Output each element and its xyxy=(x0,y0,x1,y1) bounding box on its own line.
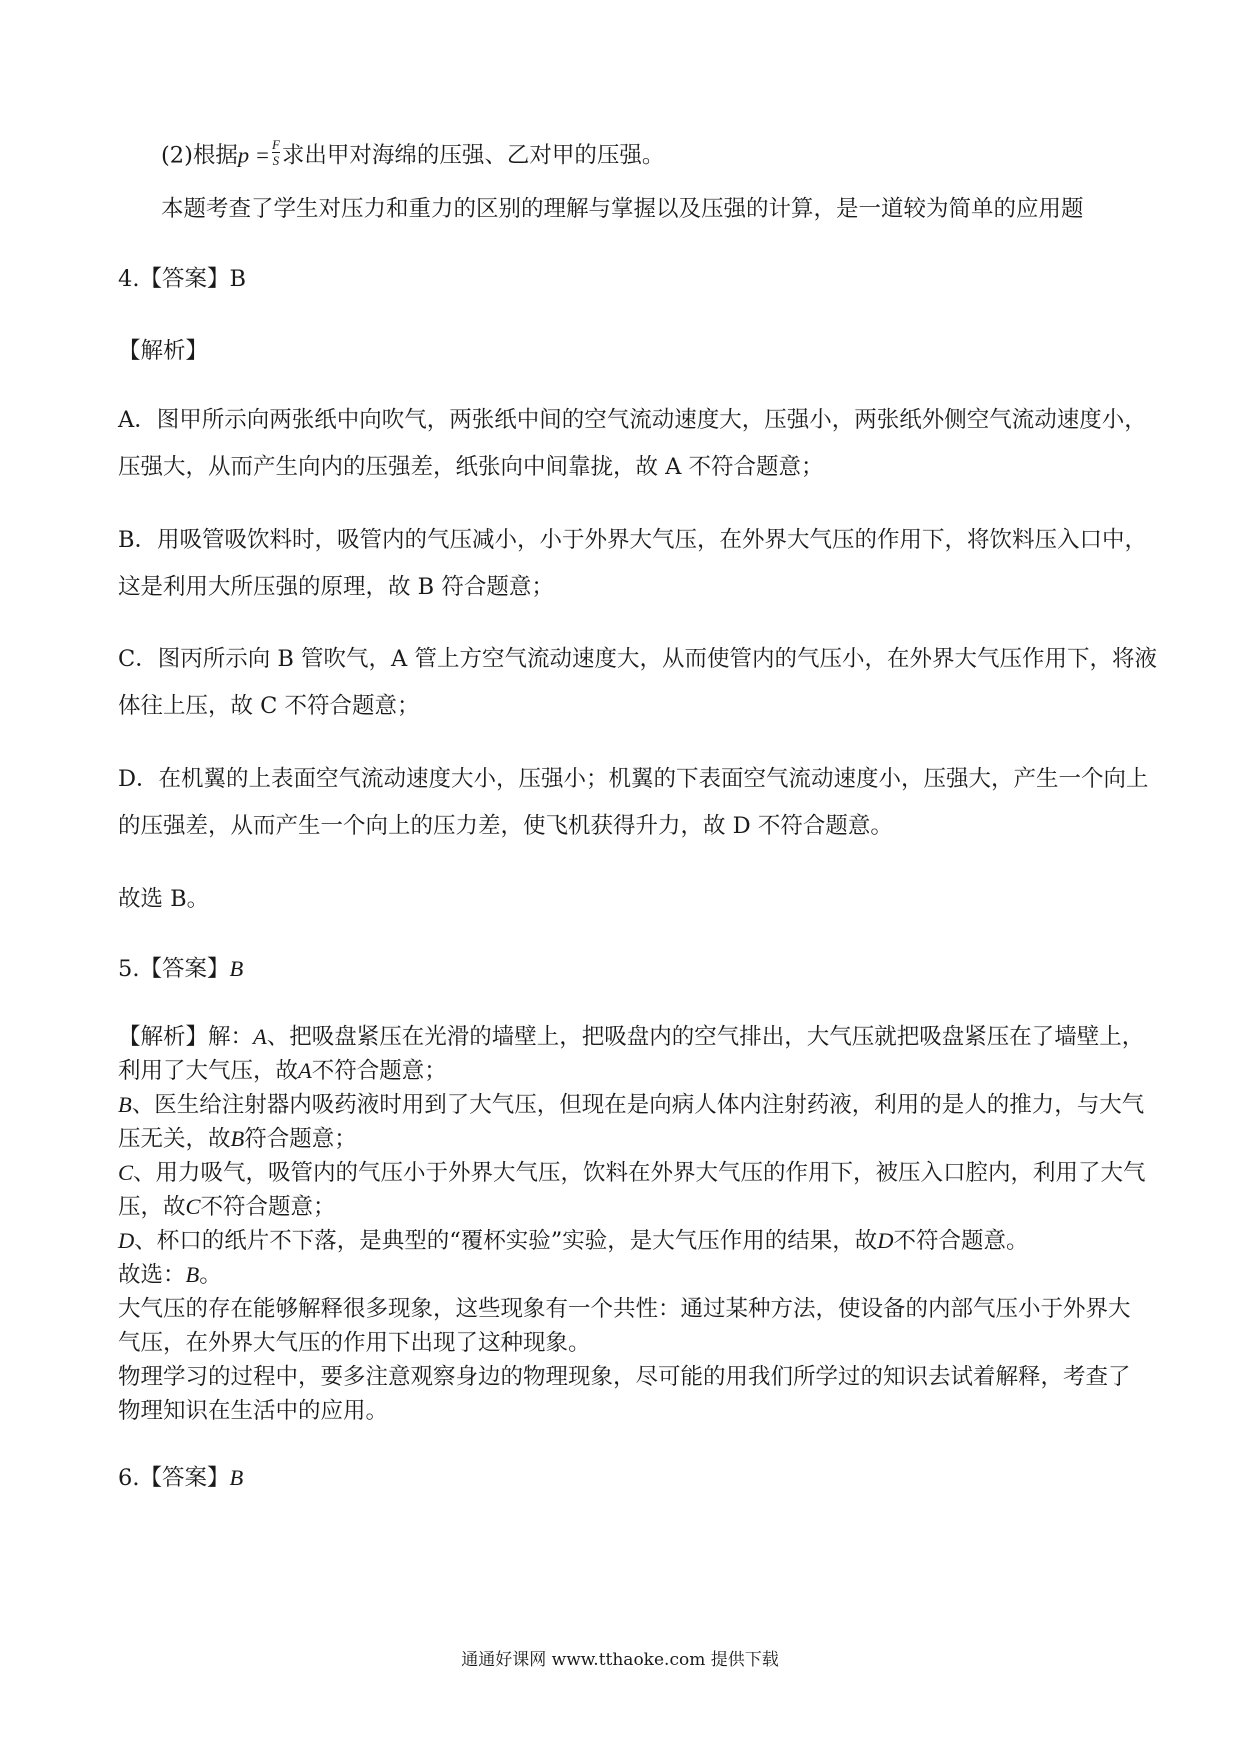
q4-analysis-heading: 【解析】 xyxy=(118,338,209,364)
q5-analysis-line2: 利用了大气压，故A不符合题意； xyxy=(118,1058,447,1084)
q5-option-c-line2: 压，故C不符合题意； xyxy=(118,1194,336,1220)
q5-analysis-line1: 【解析】解：A、把吸盘紧压在光滑的墙壁上，把吸盘内的空气排出，大气压就把吸盘紧压在了墙壁上， xyxy=(118,1024,1145,1050)
text: (2)根据 xyxy=(161,142,238,169)
q4-option-c-line2: 体往上压，故 C 不符合题意； xyxy=(118,693,420,719)
q4-option-d-line1: D．在机翼的上表面空气流动速度大小，压强小；机翼的下表面空气流动速度小，压强大，产生一个向上 xyxy=(118,766,1149,792)
text: 求出甲对海绵的压强、乙对甲的压强。 xyxy=(281,142,665,169)
q4-option-a-line2: 压强大，从而产生向内的压强差，纸张向中间靠拢，故 A 不符合题意； xyxy=(118,454,824,480)
q4-option-b-line1: B．用吸管吸饮料时，吸管内的气压减小，小于外界大气压，在外界大气压的作用下，将饮料压入口中， xyxy=(118,527,1148,553)
q5-answer: 5.【答案】B xyxy=(118,956,244,982)
formula-p: p = xyxy=(237,142,270,168)
q5-option-b-line1: B、医生给注射器内吸药液时用到了大气压，但现在是向病人体内注射药液，利用的是人的推力，与大气 xyxy=(118,1092,1145,1118)
q5-option-c-line1: C、用力吸气，吸管内的气压小于外界大气压，饮料在外界大气压的作用下，被压入口腔内，利用了大气 xyxy=(118,1160,1146,1186)
q6-answer: 6.【答案】B xyxy=(118,1465,244,1491)
summary-line: 本题考查了学生对压力和重力的区别的理解与掌握以及压强的计算，是一道较为简单的应用题 xyxy=(161,196,1084,222)
fraction-f-over-s: $\frac{F}{S}$ xyxy=(271,137,280,168)
q4-option-c-line1: C．图丙所示向 B 管吹气，A 管上方空气流动速度大，从而使管内的气压小，在外界大气压作用下，将液 xyxy=(118,646,1157,672)
formula-line xyxy=(161,137,665,171)
q5-selection: 故选：B。 xyxy=(118,1262,222,1288)
q4-option-b-line2: 这是利用大所压强的原理，故 B 符合题意； xyxy=(118,574,554,600)
q4-option-d-line2: 的压强差，从而产生一个向上的压力差，使飞机获得升力，故 D 不符合题意。 xyxy=(118,813,893,839)
q4-answer: 4.【答案】B xyxy=(118,266,247,292)
q5-comment-line3: 物理学习的过程中，要多注意观察身边的物理现象，尽可能的用我们所学过的知识去试着解释，考查了 xyxy=(118,1364,1131,1390)
q5-option-d: D、杯口的纸片不下落，是典型的“覆杯实验”实验，是大气压作用的结果，故D不符合题意。 xyxy=(118,1228,1029,1254)
q5-comment-line2: 气压，在外界大气压的作用下出现了这种现象。 xyxy=(118,1330,591,1356)
q5-comment-line1: 大气压的存在能够解释很多现象，这些现象有一个共性：通过某种方法，使设备的内部气压小于外界大 xyxy=(118,1296,1131,1322)
q5-option-b-line2: 压无关，故B符合题意； xyxy=(118,1126,357,1152)
q5-comment-line4: 物理知识在生活中的应用。 xyxy=(118,1398,389,1424)
page-footer: 通通好课网 www.tthaoke.com 提供下载 xyxy=(461,1650,779,1670)
q4-option-a-line1: A．图甲所示向两张纸中向吹气，两张纸中间的空气流动速度大，压强小，两张纸外侧空气流动速度小， xyxy=(118,407,1147,433)
q4-selection: 故选 B。 xyxy=(118,886,210,912)
